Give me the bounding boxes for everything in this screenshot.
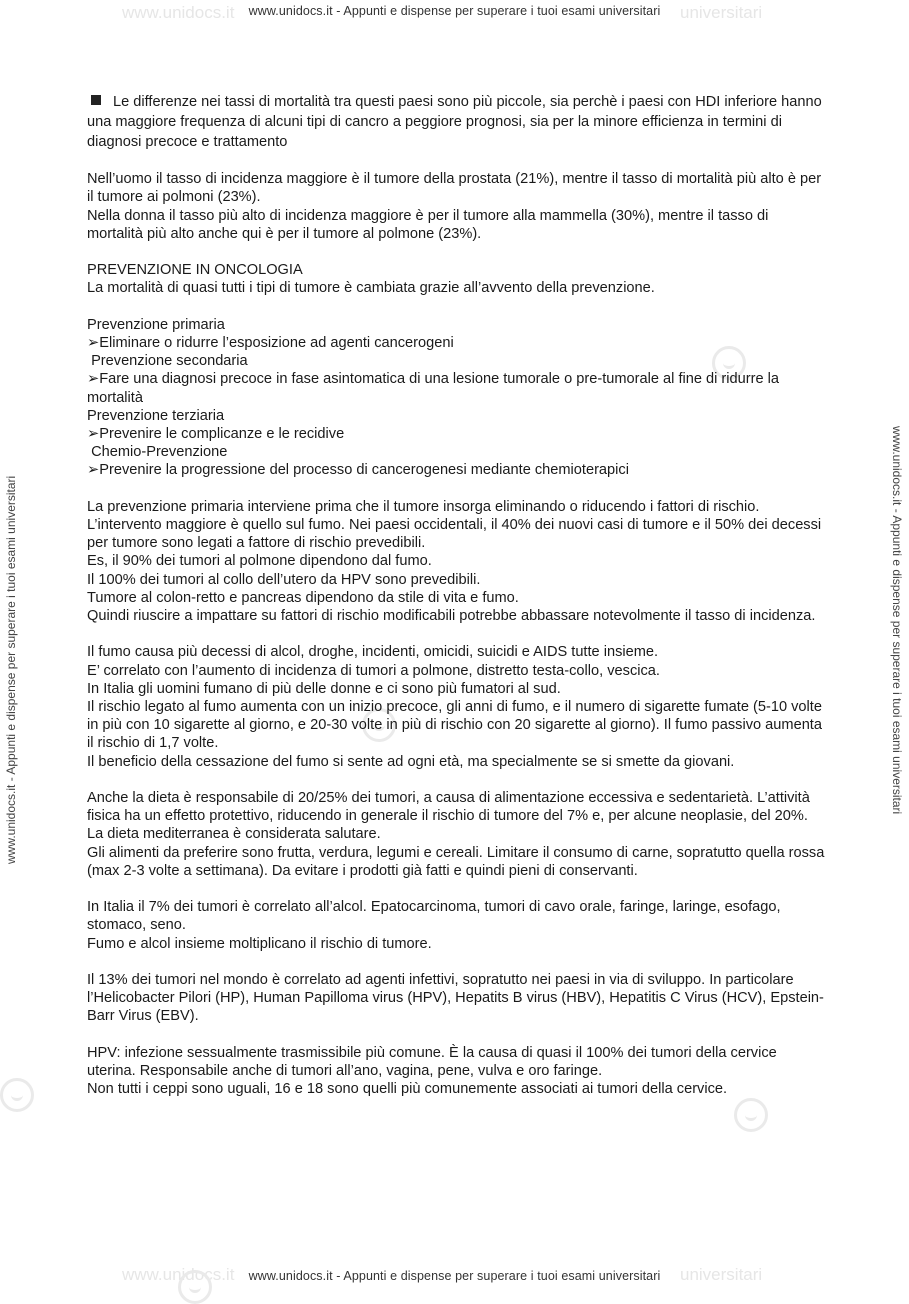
document-body: [87, 92, 827, 1098]
chemoprevention-item: ➢Prevenire la progressione del processo di cancerogenesi mediante chemioterapici: [87, 462, 629, 479]
prevention-primary-label: Prevenzione primaria: [87, 316, 225, 333]
unidocs-logo-icon: [734, 1098, 768, 1132]
square-bullet-icon: [91, 95, 101, 105]
alcohol-paragraph: In Italia il 7% dei tumori è correlato all’alcol. Epatocarcinoma, tumori di cavo orale, faringe, laringe, esofago, stomaco, seno.: [87, 899, 781, 934]
smoking-cessation: Il beneficio della cessazione del fumo si sente ad ogni età, ma specialmente se si smette da giovani.: [87, 753, 735, 770]
prevention-secondary-label: Prevenzione secondaria: [87, 353, 248, 370]
women-stats-paragraph: Nella donna il tasso più alto di incidenza maggiore è per il tumore alla mammella (30%), mentre il tasso di mortalità più alto anche qui è per il tumore al polmone (23%).: [87, 207, 769, 242]
primary-prevention-paragraph: La prevenzione primaria interviene prima che il tumore insorga eliminando o riducendo i fattori di rischio. L’intervento maggiore è quello sul fumo. Nei paesi occidentali, il 40% dei nuovi casi di tumore e il 50% dei decessi per tumore sono legati a fattore di rischio prevedibili.: [87, 498, 822, 552]
smoke-alcohol-combined: Fumo e alcol insieme moltiplicano il rischio di tumore.: [87, 935, 432, 952]
hpv-strains: Non tutti i ceppi sono uguali, 16 e 18 sono quelli più comunemente associati ai tumori della cervice.: [87, 1081, 728, 1098]
footer-watermark: www.unidocs.it - Appunti e dispense per superare i tuoi esami universitari: [248, 1269, 661, 1283]
ghost-watermark-right: universitari: [680, 3, 763, 22]
section-intro: La mortalità di quasi tutti i tipi di tumore è cambiata grazie all’avvento della prevenzione.: [87, 280, 655, 297]
ghost-watermark-left: www.unidocs.it: [122, 3, 235, 22]
unidocs-logo-icon: [178, 1270, 212, 1304]
chemoprevention-label: Chemio-Prevenzione: [87, 444, 228, 461]
prevention-primary-item: ➢Eliminare o ridurre l’esposizione ad agenti cancerogeni: [87, 334, 454, 351]
primary-prevention-hpv: Il 100% dei tumori al collo dell’utero da HPV sono prevedibili.: [87, 571, 481, 588]
primary-prevention-colon: Tumore al colon-retto e pancreas dipendono da stile di vita e fumo.: [87, 589, 519, 606]
section-title: PREVENZIONE IN ONCOLOGIA: [87, 262, 303, 279]
hpv-paragraph: HPV: infezione sessualmente trasmissibile più comune. È la causa di quasi il 100% dei tumori della cervice uterina. Responsabile anche di tumori all’ano, vagina, pene, vulva e oro faringe.: [87, 1044, 777, 1080]
smoking-italy: In Italia gli uomini fumano di più delle donne e ci sono più fumatori al sud.: [87, 680, 561, 697]
prevention-tertiary-item: ➢Prevenire le complicanze e le recidive: [87, 426, 345, 442]
infectious-agents-paragraph: Il 13% dei tumori nel mondo è correlato ad agenti infettivi, sopratutto nei paesi in via di sviluppo. In particolare l’Helicobacter Pilori (HP), Human Papilloma virus (HPV), Hepatits B virus (HBV), Hepatitis C Virus (HCV), Epstein-Barr Virus (EBV).: [87, 972, 824, 1025]
intro-bullet-text: Le differenze nei tassi di mortalità tra questi paesi sono più piccole, sia perchè i paesi con HDI inferiore hanno una maggiore frequenza di alcuni tipi di cancro a peggiore prognosi, sia per la minore efficienza in termini di diagnosi precoce e trattamento: [87, 94, 822, 150]
unidocs-logo-icon: [0, 1078, 34, 1112]
primary-prevention-conclusion: Quindi riuscire a impattare su fattori di rischio modificabili potrebbe abbassare notevolmente il tasso di incidenza.: [87, 608, 816, 625]
smoking-risk: Il rischio legato al fumo aumenta con un inizio precoce, gli anni di fumo, e il numero di sigarette fumate (5-10 volte in più con 10 sigarette al giorno, e 20-30 volte in più di rischio con 20 sigarette al giorno). Il fumo passivo aumenta il rischio di 1,7 volte.: [87, 699, 822, 752]
left-side-watermark: www.unidocs.it - Appunti e dispense per superare i tuoi esami universitari: [4, 475, 18, 864]
men-stats-paragraph: Nell’uomo il tasso di incidenza maggiore è il tumore della prostata (21%), mentre il tasso di mortalità più alto è per il tumore ai polmoni (23%).: [87, 171, 822, 206]
ghost-watermark-left-footer: www.unidocs.it: [122, 1265, 235, 1284]
primary-prevention-lung: Es, il 90% dei tumori al polmone dipendono dal fumo.: [87, 553, 432, 570]
header-watermark: www.unidocs.it - Appunti e dispense per superare i tuoi esami universitari: [248, 4, 661, 18]
preferred-foods: Gli alimenti da preferire sono frutta, verdura, legumi e cereali. Limitare il consumo di carne, sopratutto quella rossa (max 2-3 volte a settimana). Da evitare i prodotti già fatti e quindi pieni di conservanti.: [87, 844, 825, 879]
prevention-secondary-item: ➢Fare una diagnosi precoce in fase asintomatica di una lesione tumorale o pre-tumorale al fine di ridurre la mortalità: [87, 371, 780, 406]
smoking-correlation: E’ correlato con l’aumento di incidenza di tumori a polmone, distretto testa-collo, vescica.: [87, 662, 660, 679]
ghost-watermark-right-footer: universitari: [680, 1265, 763, 1284]
smoking-deaths: Il fumo causa più decessi di alcol, droghe, incidenti, omicidi, suicidi e AIDS tutte insieme.: [87, 644, 659, 661]
right-side-watermark: www.unidocs.it - Appunti e dispense per superare i tuoi esami universitari: [890, 426, 904, 815]
diet-paragraph: Anche la dieta è responsabile di 20/25% dei tumori, a causa di alimentazione eccessiva e sedentarietà. L’attività fisica ha un effetto protettivo, riducendo in generale il rischio di tumore del 7% e, per alcune neoplasie, del 20%.: [87, 790, 810, 825]
prevention-tertiary-label: Prevenzione terziaria: [87, 407, 225, 424]
intro-bullet-paragraph: [87, 92, 827, 152]
mediterranean-diet: La dieta mediterranea è considerata salutare.: [87, 826, 381, 843]
